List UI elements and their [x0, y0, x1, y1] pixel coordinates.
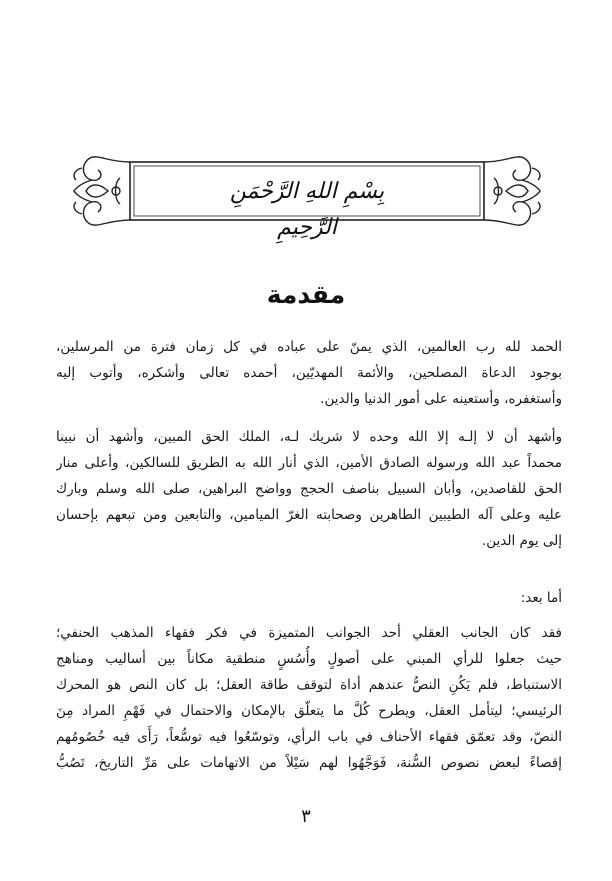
text-line: إقصاءً لبعض نصوص السُّنة، فَوَجَّهُوا لهم سَيْلاً من الاتهامات على مَرِّ التاريخ، تَصُبُّ — [56, 755, 562, 771]
basmala-ornamental-frame — [68, 148, 546, 240]
text-line: محمداً عبد الله ورسوله الصادق الأمين، الذي أنار الله به الطريق للسالكين، وأعلى منار — [56, 455, 562, 471]
text-line: وأستغفره، وأستعينه على أمور الدنيا والدين. — [320, 391, 562, 407]
text-line: الاستنباط، فلم يَكُنِ النصُّ عندهم أداة لتوقف طاقة العقل؛ بل كان النص هو المحرك — [56, 677, 562, 693]
text-line: فقد كان الجانب العقلي أحد الجوانب المتميزة في فكر فقهاء المذهب الحنفي؛ — [56, 625, 562, 641]
paragraph-2 — [56, 424, 562, 554]
text-line: الحق للقاصدين، وأبان السبيل بناصف الحجج وواضح البراهين، صلى الله وسلم وبارك — [56, 481, 562, 497]
paragraph-1 — [56, 334, 562, 412]
paragraph-3 — [56, 585, 562, 611]
text-line: بوجود الدعاة المصلحين، والأئمة المهديّين، أحمده تعالى وأشكره، وأتوب إليه — [56, 365, 562, 381]
text-line: النصّ، وقد تعمّق فقهاء الأحناف في باب الرأي، وتوسّعُوا فيه توسُّعاً، رَأَى فيه خُصُومُهم — [56, 729, 562, 745]
text-line: عليه وعلى آله الطيبين الطاهرين وصحابته الغرّ الميامين، والتابعين ومن تبعهم بإحسان — [56, 507, 562, 523]
text-line: وأشهد أن لا إلـه إلا الله وحده لا شريك لـه، الملك الحق المبين، وأشهد أن نبينا — [56, 429, 562, 445]
chapter-heading: مقدمة — [266, 280, 346, 309]
paragraph-4 — [56, 620, 562, 776]
page-number: ٣ — [301, 806, 311, 827]
text-line: إلى يوم الدين. — [481, 533, 562, 549]
text-line: حيث جعلوا للرأي المبني على أصولٍ وأُسُسٍ منطقية مكاناً بين أساليب ومناهج — [56, 651, 562, 667]
text-line: الحمد لله رب العالمين، الذي يمنّ على عباده في كل زمان فترة من المرسلين، — [56, 339, 562, 355]
basmala-calligraphy: بِسْمِ اللهِ الرَّحْمَنِ الرَّحِيمِ — [229, 179, 385, 240]
text-line: الرئيسي؛ ليتأمل العقل، ويطرح كُلَّ ما يتعلّق بالإمكان والاحتمال في فَهْمِ المراد مِنَ — [56, 703, 562, 719]
text-line: أما بعد: — [520, 590, 562, 606]
